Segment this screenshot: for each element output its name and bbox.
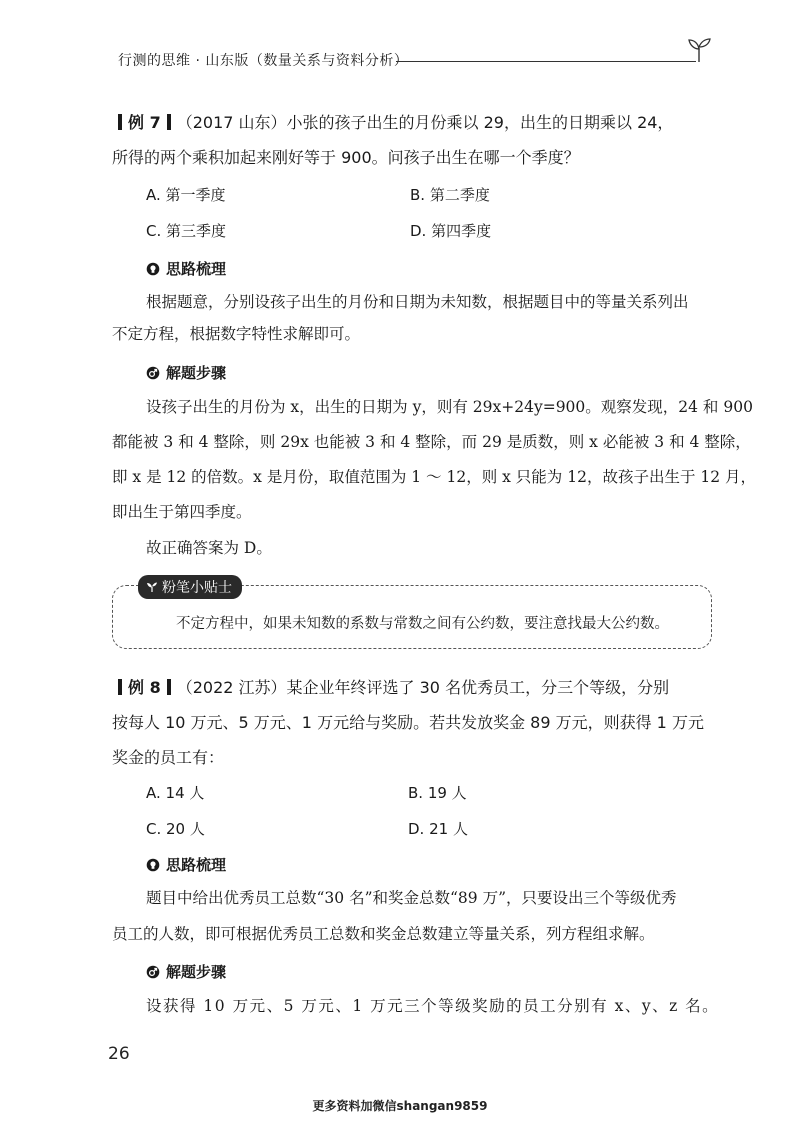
- example8-question-line1: 某企业年终评选了 30 名优秀员工，分三个等级，分别: [286, 678, 670, 697]
- example-marker: [167, 114, 171, 130]
- bulb-icon: [146, 858, 160, 872]
- example8-solution-title: 解题步骤: [166, 963, 227, 981]
- example7-question: [112, 107, 673, 139]
- example7-answer: 故正确答案为 D。: [146, 539, 272, 557]
- example7-solution-line3: 即 x 是 12 的倍数。x 是月份，取值范围为 1 ～ 12，则 x 只能为 12，故孩子出生于 12 月，: [112, 468, 757, 486]
- footer-note: 更多资料加微信shangan9859: [312, 1099, 488, 1113]
- tip-text: 不定方程中，如果未知数的系数与常数之间有公约数，要注意找最大公约数。: [176, 616, 669, 632]
- example8-question-line3: 奖金的员工有：: [112, 748, 225, 767]
- example8-label: 例 8: [128, 678, 161, 697]
- example8-question-line2: 按每人 10 万元、5 万元、1 万元给与奖励。若共发放奖金 89 万元，则获得 1 万元: [112, 713, 704, 732]
- steps-icon: [146, 965, 160, 979]
- example8-analysis-line1: 题目中给出优秀员工总数“30 名”和奖金总数“89 万”，只要设出三个等级优秀: [146, 889, 677, 907]
- example7-analysis-line1: 根据题意，分别设孩子出生的月份和日期为未知数，根据题目中的等量关系列出: [146, 293, 689, 311]
- example7-solution-line4: 即出生于第四季度。: [112, 503, 252, 521]
- sprout-icon: [686, 34, 712, 64]
- example8-solution-heading: [146, 961, 226, 982]
- header-rule: [396, 61, 696, 62]
- sprout-icon: [146, 581, 158, 593]
- example8-analysis-title: 思路梳理: [166, 856, 227, 874]
- example7-solution-line2: 都能被 3 和 4 整除，则 29x 也能被 3 和 4 整除，而 29 是质数，则 x 必能被 3 和 4 整除，: [112, 433, 751, 451]
- example-marker: [118, 679, 122, 695]
- example7-option-a: A. 第一季度: [146, 186, 226, 204]
- example7-analysis-title: 思路梳理: [166, 260, 227, 278]
- example8-option-d: D. 21 人: [408, 820, 468, 838]
- tip-tag: [138, 575, 242, 599]
- example7-question-line2: 所得的两个乘积加起来刚好等于 900。问孩子出生在哪一个季度？: [112, 148, 580, 167]
- tip-tag-label: 粉笔小贴士: [162, 580, 232, 596]
- page-number: 26: [108, 1044, 130, 1064]
- example7-question-line1: 小张的孩子出生的月份乘以 29，出生的日期乘以 24，: [286, 113, 674, 132]
- example7-analysis-line2: 不定方程，根据数字特性求解即可。: [112, 325, 361, 343]
- example8-option-a: A. 14 人: [146, 784, 205, 802]
- example7-option-b: B. 第二季度: [410, 186, 490, 204]
- example7-option-c: C. 第三季度: [146, 222, 227, 240]
- example7-option-d: D. 第四季度: [410, 222, 492, 240]
- example8-question: [112, 672, 669, 704]
- example7-label: 例 7: [128, 113, 161, 132]
- example7-source: （2017 山东）: [176, 113, 287, 132]
- example8-analysis-line2: 员工的人数，即可根据优秀员工总数和奖金总数建立等量关系，列方程组求解。: [112, 925, 655, 943]
- example7-solution-title: 解题步骤: [166, 364, 227, 382]
- example7-analysis-heading: [146, 258, 226, 279]
- example8-option-b: B. 19 人: [408, 784, 467, 802]
- example-marker: [118, 114, 122, 130]
- example8-option-c: C. 20 人: [146, 820, 205, 838]
- running-header-title: 行测的思维 · 山东版（数量关系与资料分析）: [118, 53, 409, 69]
- example8-solution-line1: 设获得 10 万元、5 万元、1 万元三个等级奖励的员工分别有 x、y、z 名。: [146, 997, 720, 1015]
- example8-analysis-heading: [146, 854, 226, 875]
- example8-source: （2022 江苏）: [176, 678, 287, 697]
- example7-solution-line1: 设孩子出生的月份为 x，出生的日期为 y，则有 29x+24y=900。观察发现，24 和 900: [146, 398, 753, 416]
- bulb-icon: [146, 262, 160, 276]
- example-marker: [167, 679, 171, 695]
- example7-solution-heading: [146, 362, 226, 383]
- steps-icon: [146, 366, 160, 380]
